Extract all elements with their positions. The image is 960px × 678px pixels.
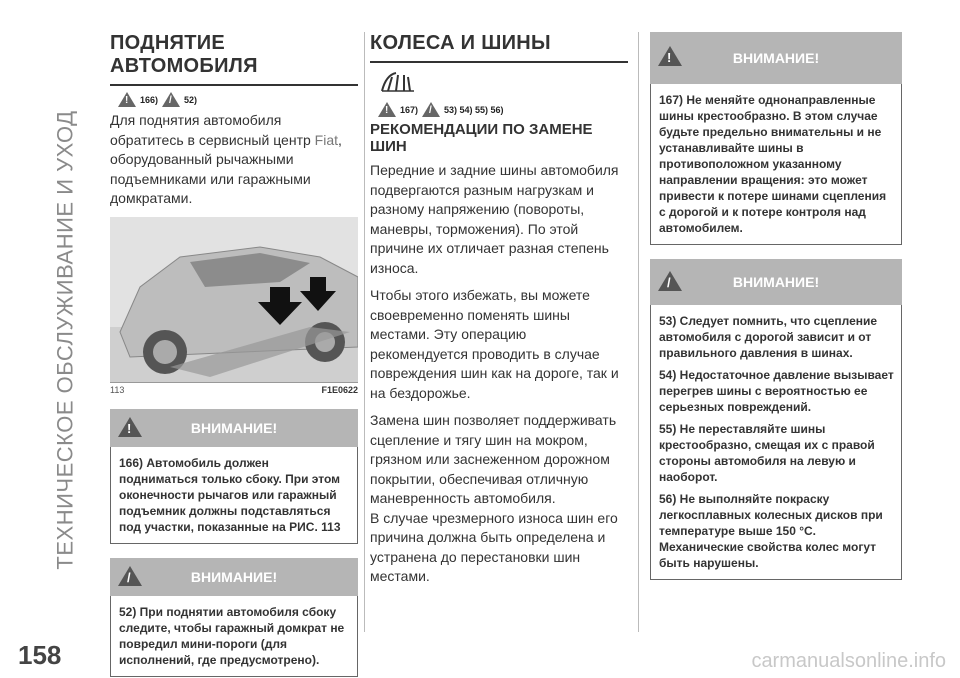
warning-header: / ВНИМАНИЕ! — [650, 259, 902, 305]
warning-header: ! ВНИМАНИЕ! — [110, 409, 358, 447]
warning-header: / ВНИМАНИЕ! — [110, 558, 358, 596]
side-section-title: ТЕХНИЧЕСКОЕ ОБСЛУЖИВАНИЕ И УХОД — [53, 110, 78, 570]
warning-box: 53) Следует помнить, что сцепление автомобиля с дорогой зависит и от правильного давления в шинах. 54) Недостаточное давление вызывает перегрев шины с вероятностью ее серьезных повреждений. 55) Не переставляйте шины крестообразно, смещая их с правой стороны автомобиля на левую и наоборот. 56) Не выполняйте покраску легкосплавных колесных дисков при температуре выше 150 °С. Механические свойства колес могут быть нарушены. — [650, 305, 902, 580]
page-number: 158 — [18, 640, 62, 670]
warning-box: 52) При поднятии автомобиля сбоку следите, чтобы гаражный домкрат не повредил мини-пороги (для исполнений, где предусмотрено). — [110, 596, 358, 677]
warning-icon — [118, 92, 136, 107]
warning-icon — [118, 417, 142, 437]
caution-icon — [422, 102, 440, 117]
caution-icon — [658, 271, 682, 291]
warning-icon — [658, 46, 682, 66]
warning-icon — [378, 102, 396, 117]
warning-refs: ! 166) / 52) — [118, 92, 358, 107]
warning-box: 167) Не меняйте однонаправленные шины крестообразно. В этом случае будьте предельно внимательны и не устанавливайте шины в противоположном указанному направлении вращения: это может привести к потере шинами сцепления с дорогой и к потере контроля над автомобилем. — [650, 84, 902, 245]
column-wheels — [370, 32, 628, 587]
warning-box: 166) Автомобиль должен подниматься только сбоку. При этом оконечности рычагов или гаражный подъемник должны подставляться под участки, показанные на РИС. 113 — [110, 447, 358, 544]
warning-refs: ! 167) / 53) 54) 55) 56) — [378, 102, 628, 117]
column-warnings — [650, 32, 902, 580]
section-heading: ПОДНЯТИЕ АВТОМОБИЛЯ — [110, 32, 358, 86]
figure-caption: 113 F1E0622 — [110, 384, 358, 395]
caution-icon — [118, 566, 142, 586]
wheels-text: Передние и задние шины автомобиля подвергаются разным нагрузкам и разному напряжению (повороты, маневры, торможения). По этой причине их отличает разная степень износа. Чтобы этого избежать, вы можете своевременно поменять шины местами. Эту операцию рекомендуется проводить в случае повреждения шин как на дороге, так и на бездорожье. Замена шин позволяет поддерживать сцепление и тягу шин на мокром, грязном или заснеженном дорожном покрытии, обеспечивая отличную маневренность автомобиля. В случае чрезмерного износа шин его причина должна быть определена и устранена до перестановки шин местами. — [370, 162, 619, 584]
car-lift-figure — [110, 217, 358, 383]
column-lifting — [110, 32, 358, 677]
column-separator — [364, 32, 365, 632]
column-separator — [638, 32, 639, 632]
lifting-text: Для поднятия автомобиля обратитесь в сервисный центр Fiat, оборудованный рычажными подъемниками или гаражными домкратами. — [110, 112, 342, 206]
caution-icon — [162, 92, 180, 107]
watermark: carmanualsonline.info — [751, 650, 946, 672]
subheading: РЕКОМЕНДАЦИИ ПО ЗАМЕНЕ ШИН — [370, 121, 593, 155]
warning-header: ! ВНИМАНИЕ! — [650, 32, 902, 84]
tire-icon — [378, 69, 628, 100]
section-heading: КОЛЕСА И ШИНЫ — [370, 32, 628, 63]
